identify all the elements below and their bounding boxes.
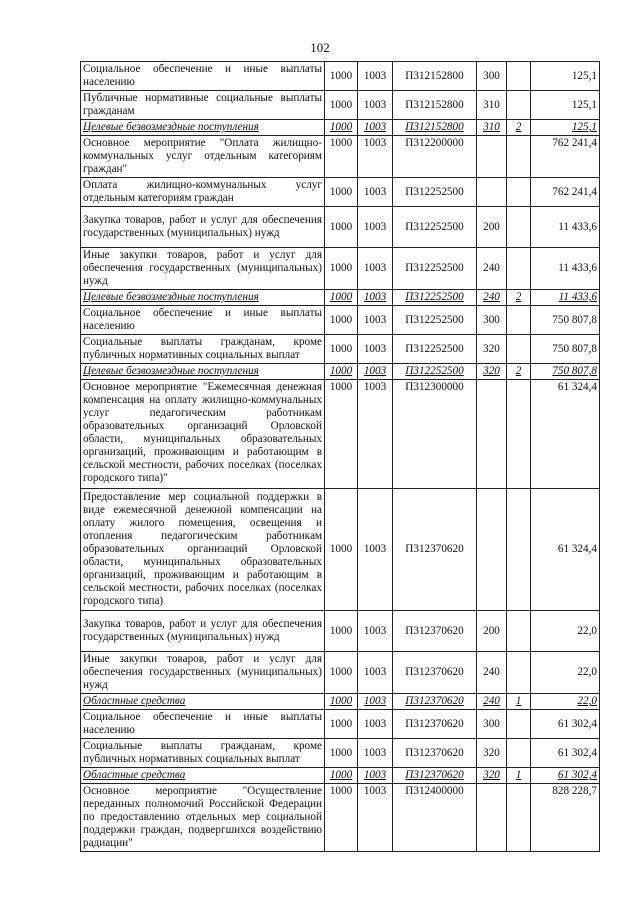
section-code-cell: 1000 (325, 62, 358, 91)
target-article-cell: П312252500 (393, 306, 477, 335)
subsection-code-cell: 1003 (358, 739, 393, 768)
section-code-cell: 1000 (325, 768, 358, 784)
target-article-cell: П312370620 (393, 768, 477, 784)
target-article-cell: П312252500 (393, 178, 477, 207)
row-name-cell: Социальное обеспечение и иные выплаты населению (81, 710, 325, 739)
table-row (81, 178, 600, 207)
table-row (81, 306, 600, 335)
row-name-cell: Предоставление мер социальной поддержки в виде ежемесячной денежной компенсации на оплату жилого помещения, освещения и отопления педагогическим работникам образовательных организаций Орловской области, муниципальных образовательных организаций, проживающим и работающим в сельской местности, рабочих поселках (поселках городского типа) (81, 489, 325, 611)
section-code-cell: 1000 (325, 380, 358, 489)
funding-source-cell (507, 62, 531, 91)
amount-cell: 762 241,4 (531, 178, 600, 207)
funding-source-cell (507, 335, 531, 364)
target-article-cell: П312400000 (393, 784, 477, 852)
target-article-cell: П312252500 (393, 207, 477, 248)
amount-cell: 125,1 (531, 120, 600, 136)
subsection-code-cell: 1003 (358, 768, 393, 784)
table-row (81, 694, 600, 710)
table-row (81, 62, 600, 91)
table-row (81, 207, 600, 248)
expense-type-cell (477, 784, 507, 852)
amount-cell: 61 324,4 (531, 489, 600, 611)
target-article-cell: П312152800 (393, 91, 477, 120)
subsection-code-cell: 1003 (358, 290, 393, 306)
amount-cell: 125,1 (531, 91, 600, 120)
expense-type-cell (477, 136, 507, 178)
table-body (81, 62, 600, 852)
amount-cell: 750 807,8 (531, 335, 600, 364)
row-name-cell: Основное мероприятие "Оплата жилищно-коммунальных услуг отдельным категориям граждан" (81, 136, 325, 178)
row-name-cell: Публичные нормативные социальные выплаты гражданам (81, 91, 325, 120)
target-article-cell: П312200000 (393, 136, 477, 178)
table-row (81, 136, 600, 178)
subsection-code-cell: 1003 (358, 91, 393, 120)
subsection-code-cell: 1003 (358, 784, 393, 852)
target-article-cell: П312252500 (393, 248, 477, 290)
table-row (81, 380, 600, 489)
table-row (81, 364, 600, 380)
amount-cell: 61 324,4 (531, 380, 600, 489)
expense-type-cell (477, 489, 507, 611)
section-code-cell: 1000 (325, 652, 358, 694)
target-article-cell: П312152800 (393, 62, 477, 91)
target-article-cell: П312370620 (393, 739, 477, 768)
funding-source-cell: 2 (507, 120, 531, 136)
funding-source-cell (507, 739, 531, 768)
row-name-cell: Основное мероприятие "Осуществление переданных полномочий Российской Федерации по предоставлению отдельных мер социальной поддержки граждан, подвергшихся воздействию радиации" (81, 784, 325, 852)
table-row (81, 784, 600, 852)
amount-cell: 11 433,6 (531, 207, 600, 248)
target-article-cell: П312370620 (393, 652, 477, 694)
expense-type-cell: 320 (477, 768, 507, 784)
amount-cell: 61 302,4 (531, 739, 600, 768)
row-name-cell: Областные средства (81, 694, 325, 710)
target-article-cell: П312300000 (393, 380, 477, 489)
section-code-cell: 1000 (325, 611, 358, 652)
amount-cell: 11 433,6 (531, 290, 600, 306)
row-name-cell: Целевые безвозмездные поступления (81, 364, 325, 380)
table-row (81, 120, 600, 136)
funding-source-cell (507, 784, 531, 852)
expense-type-cell: 240 (477, 652, 507, 694)
funding-source-cell (507, 91, 531, 120)
section-code-cell: 1000 (325, 91, 358, 120)
section-code-cell: 1000 (325, 306, 358, 335)
row-name-cell: Целевые безвозмездные поступления (81, 120, 325, 136)
row-name-cell: Закупка товаров, работ и услуг для обеспечения государственных (муниципальных) нужд (81, 611, 325, 652)
subsection-code-cell: 1003 (358, 611, 393, 652)
subsection-code-cell: 1003 (358, 335, 393, 364)
table-row (81, 335, 600, 364)
target-article-cell: П312252500 (393, 335, 477, 364)
amount-cell: 61 302,4 (531, 768, 600, 784)
page-number: 102 (310, 40, 330, 55)
amount-cell: 762 241,4 (531, 136, 600, 178)
funding-source-cell (507, 207, 531, 248)
table-row (81, 710, 600, 739)
budget-table (80, 61, 600, 852)
funding-source-cell (507, 611, 531, 652)
expense-type-cell: 320 (477, 739, 507, 768)
row-name-cell: Областные средства (81, 768, 325, 784)
section-code-cell: 1000 (325, 489, 358, 611)
subsection-code-cell: 1003 (358, 178, 393, 207)
section-code-cell: 1000 (325, 364, 358, 380)
section-code-cell: 1000 (325, 739, 358, 768)
section-code-cell: 1000 (325, 694, 358, 710)
subsection-code-cell: 1003 (358, 694, 393, 710)
table-row (81, 768, 600, 784)
expense-type-cell: 300 (477, 62, 507, 91)
funding-source-cell (507, 136, 531, 178)
subsection-code-cell: 1003 (358, 62, 393, 91)
expense-type-cell: 320 (477, 335, 507, 364)
row-name-cell: Закупка товаров, работ и услуг для обеспечения государственных (муниципальных) нужд (81, 207, 325, 248)
funding-source-cell (507, 306, 531, 335)
expense-type-cell: 310 (477, 120, 507, 136)
target-article-cell: П312370620 (393, 611, 477, 652)
section-code-cell: 1000 (325, 710, 358, 739)
amount-cell: 750 807,8 (531, 364, 600, 380)
table-row (81, 652, 600, 694)
row-name-cell: Целевые безвозмездные поступления (81, 290, 325, 306)
expense-type-cell: 240 (477, 248, 507, 290)
target-article-cell: П312370620 (393, 489, 477, 611)
table-row (81, 290, 600, 306)
subsection-code-cell: 1003 (358, 380, 393, 489)
subsection-code-cell: 1003 (358, 207, 393, 248)
amount-cell: 125,1 (531, 62, 600, 91)
subsection-code-cell: 1003 (358, 489, 393, 611)
row-name-cell: Иные закупки товаров, работ и услуг для обеспечения государственных (муниципальных) нужд (81, 248, 325, 290)
row-name-cell: Социальные выплаты гражданам, кроме публичных нормативных социальных выплат (81, 335, 325, 364)
funding-source-cell (507, 178, 531, 207)
section-code-cell: 1000 (325, 178, 358, 207)
target-article-cell: П312370620 (393, 710, 477, 739)
section-code-cell: 1000 (325, 136, 358, 178)
amount-cell: 22,0 (531, 652, 600, 694)
funding-source-cell: 2 (507, 364, 531, 380)
expense-type-cell: 300 (477, 710, 507, 739)
expense-type-cell: 200 (477, 611, 507, 652)
funding-source-cell: 1 (507, 768, 531, 784)
section-code-cell: 1000 (325, 335, 358, 364)
row-name-cell: Социальные выплаты гражданам, кроме публичных нормативных социальных выплат (81, 739, 325, 768)
expense-type-cell (477, 380, 507, 489)
section-code-cell: 1000 (325, 290, 358, 306)
funding-source-cell: 1 (507, 694, 531, 710)
funding-source-cell (507, 489, 531, 611)
subsection-code-cell: 1003 (358, 120, 393, 136)
funding-source-cell (507, 380, 531, 489)
subsection-code-cell: 1003 (358, 652, 393, 694)
funding-source-cell (507, 710, 531, 739)
funding-source-cell (507, 652, 531, 694)
expense-type-cell (477, 178, 507, 207)
section-code-cell: 1000 (325, 120, 358, 136)
expense-type-cell: 240 (477, 290, 507, 306)
funding-source-cell (507, 248, 531, 290)
expense-type-cell: 240 (477, 694, 507, 710)
amount-cell: 61 302,4 (531, 710, 600, 739)
amount-cell: 750 807,8 (531, 306, 600, 335)
target-article-cell: П312370620 (393, 694, 477, 710)
section-code-cell: 1000 (325, 248, 358, 290)
subsection-code-cell: 1003 (358, 248, 393, 290)
table-row (81, 91, 600, 120)
subsection-code-cell: 1003 (358, 364, 393, 380)
section-code-cell: 1000 (325, 207, 358, 248)
row-name-cell: Оплата жилищно-коммунальных услуг отдельным категориям граждан (81, 178, 325, 207)
funding-source-cell: 2 (507, 290, 531, 306)
row-name-cell: Основное мероприятие "Ежемесячная денежная компенсация на оплату жилищно-коммунальных услуг педагогическим работникам образовательных организаций Орловской области, муниципальных образовательных организаций, проживающим и работающим в сельской местности, рабочих поселках (поселках городского типа)" (81, 380, 325, 489)
expense-type-cell: 310 (477, 91, 507, 120)
table-row (81, 248, 600, 290)
target-article-cell: П312152800 (393, 120, 477, 136)
subsection-code-cell: 1003 (358, 136, 393, 178)
amount-cell: 11 433,6 (531, 248, 600, 290)
expense-type-cell: 300 (477, 306, 507, 335)
amount-cell: 828 228,7 (531, 784, 600, 852)
table-row (81, 611, 600, 652)
section-code-cell: 1000 (325, 784, 358, 852)
expense-type-cell: 200 (477, 207, 507, 248)
subsection-code-cell: 1003 (358, 710, 393, 739)
subsection-code-cell: 1003 (358, 306, 393, 335)
target-article-cell: П312252500 (393, 290, 477, 306)
amount-cell: 22,0 (531, 611, 600, 652)
amount-cell: 22,0 (531, 694, 600, 710)
row-name-cell: Социальное обеспечение и иные выплаты населению (81, 62, 325, 91)
expense-type-cell: 320 (477, 364, 507, 380)
table-row (81, 739, 600, 768)
table-row (81, 489, 600, 611)
row-name-cell: Иные закупки товаров, работ и услуг для обеспечения государственных (муниципальных) нужд (81, 652, 325, 694)
row-name-cell: Социальное обеспечение и иные выплаты населению (81, 306, 325, 335)
target-article-cell: П312252500 (393, 364, 477, 380)
